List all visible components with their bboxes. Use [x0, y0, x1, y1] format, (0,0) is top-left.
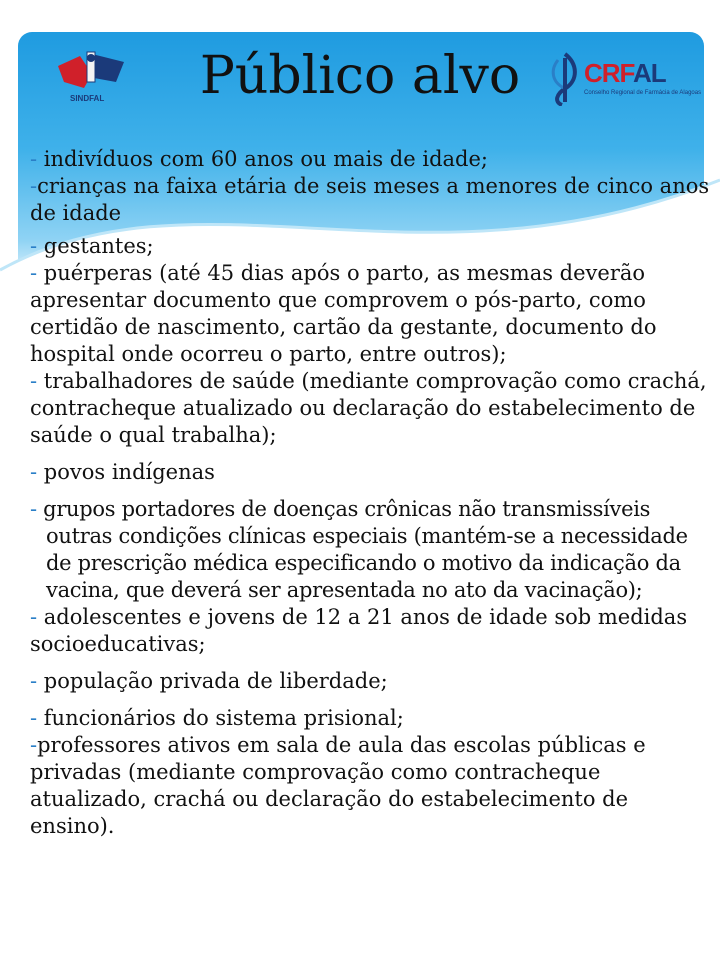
crfal-wordmark: CRFAL	[584, 58, 666, 88]
list-item: - funcionários do sistema prisional;	[30, 706, 404, 730]
list-item: - puérperas (até 45 dias após o parto, as mesmas deverão apresentar documento que comprovem o pós-parto, como certidão de nascimento, cartão da gestante, documento do hospital onde ocorreu o parto, entre outros);	[30, 261, 657, 366]
list-item: - trabalhadores de saúde (mediante comprovação como crachá, contracheque atualizado ou declaração do estabelecimento de saúde o qual trabalha);	[30, 369, 707, 447]
list-item: - povos indígenas	[30, 460, 215, 484]
list-item: - grupos portadores de doenças crônicas não transmissíveis outras condições clínicas especiais (mantém-se a necessidade de prescrição médica especificando o motivo da indicação da vacina, que deverá ser apresentada no ato da vacinação);	[30, 497, 688, 602]
list-item: -crianças na faixa etária de seis meses a menores de cinco anos de idade	[30, 174, 710, 225]
audience-list	[30, 146, 710, 840]
list-item: -professores ativos em sala de aula das escolas públicas e privadas (mediante comprovação como contracheque atualizado, crachá ou declaração do estabelecimento de ensino).	[30, 733, 646, 838]
page-title: Público alvo	[199, 46, 521, 106]
list-item: - indivíduos com 60 anos ou mais de idade;	[30, 147, 488, 171]
sindfal-label: SINDFAL	[70, 94, 105, 103]
crfal-subtitle: Conselho Regional de Farmácia de Alagoas	[584, 90, 702, 96]
list-item: - população privada de liberdade;	[30, 669, 388, 693]
list-item: - adolescentes e jovens de 12 a 21 anos de idade sob medidas socioeducativas;	[30, 605, 688, 656]
list-item: - gestantes;	[30, 234, 154, 258]
